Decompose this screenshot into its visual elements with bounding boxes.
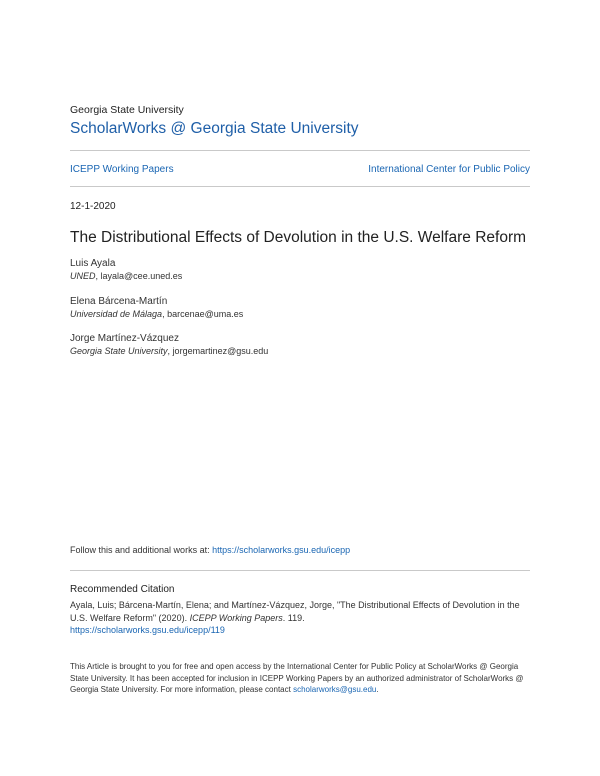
notice-text: This Article is brought to you for free and open access by the International Center for Public Policy at ScholarWorks @ Georgia State University. It has been accepted for inclusion in ICEPP Working Papers by an authorized administrator of ScholarWorks @ Georgia State University. For more information, please contact	[70, 662, 524, 694]
author-name: Jorge Martínez-Vázquez	[70, 333, 179, 344]
divider-nav	[70, 186, 530, 187]
author-name: Luis Ayala	[70, 258, 116, 269]
affiliation-name: Georgia State University	[70, 346, 168, 356]
author-block	[70, 333, 268, 356]
citation-link[interactable]: https://scholarworks.gsu.edu/icepp/119	[70, 625, 225, 635]
author-email: jorgemartinez@gsu.edu	[172, 346, 269, 356]
follow-line	[70, 545, 350, 555]
affiliation-name: UNED	[70, 271, 96, 281]
paper-title: The Distributional Effects of Devolution in the U.S. Welfare Reform	[70, 229, 527, 246]
citation-text	[70, 599, 530, 637]
divider-top	[70, 150, 530, 151]
publication-date: 12-1-2020	[70, 201, 116, 212]
series-link[interactable]: ICEPP Working Papers	[70, 164, 174, 175]
author-email: barcenae@uma.es	[167, 309, 244, 319]
contact-email-link[interactable]: scholarworks@gsu.edu	[293, 685, 377, 694]
author-block	[70, 296, 243, 319]
author-email: layala@cee.uned.es	[100, 271, 183, 281]
divider-citation	[70, 570, 530, 571]
repository-link[interactable]: ScholarWorks @ Georgia State University	[70, 120, 359, 137]
author-block	[70, 258, 182, 281]
access-notice	[70, 661, 530, 696]
affiliation-name: Universidad de Málaga	[70, 309, 163, 319]
author-name: Elena Bárcena-Martín	[70, 296, 168, 307]
author-affiliation: Georgia State University, jorgemartinez@gsu.edu	[70, 346, 269, 356]
notice-end: .	[376, 685, 379, 694]
institution-name: Georgia State University	[70, 104, 184, 116]
citation-series: ICEPP Working Papers	[189, 612, 283, 623]
author-affiliation: UNED, layala@cee.uned.es	[70, 271, 183, 281]
citation-heading: Recommended Citation	[70, 584, 175, 595]
citation-authors: Ayala, Luis; Bárcena-Martín, Elena; and Martínez-Vázquez, Jorge, "The Distributional Effects of Devolution in the U.S. Welfare Reform" (2020).	[70, 600, 520, 623]
follow-link[interactable]: https://scholarworks.gsu.edu/icepp	[212, 545, 351, 555]
center-link[interactable]: International Center for Public Policy	[368, 164, 530, 175]
follow-text: Follow this and additional works at:	[70, 545, 213, 555]
author-affiliation: Universidad de Málaga, barcenae@uma.es	[70, 309, 244, 319]
citation-number: . 119.	[282, 612, 305, 623]
